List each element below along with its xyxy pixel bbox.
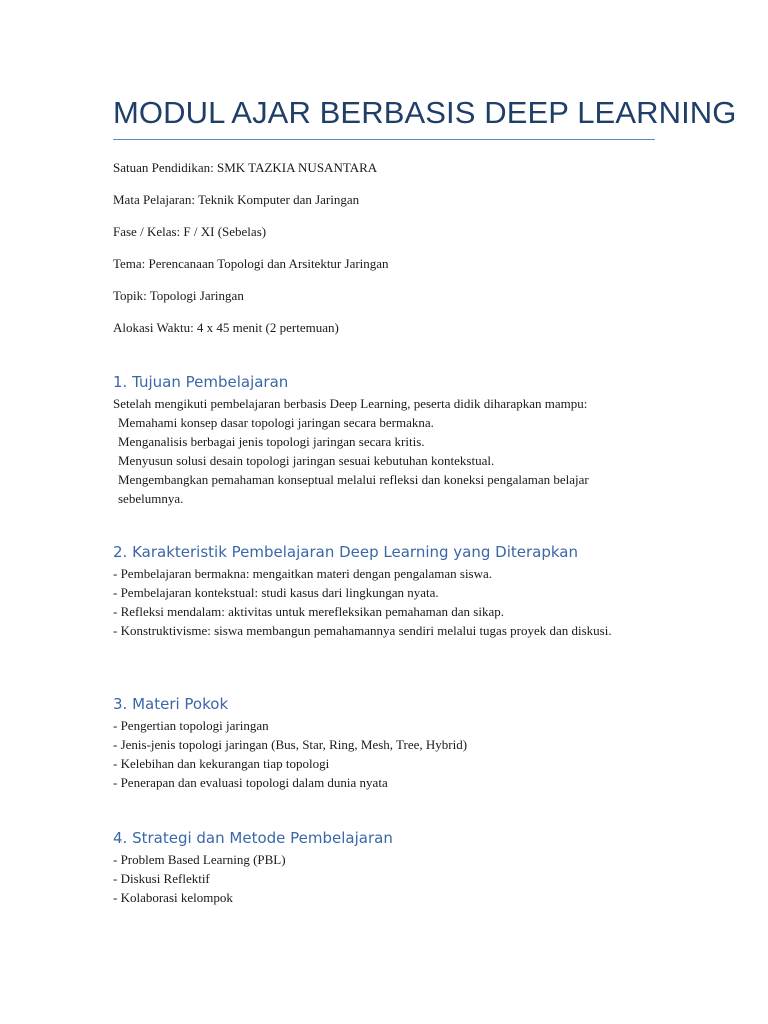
list-item: - Refleksi mendalam: aktivitas untuk merefleksikan pemahaman dan sikap. [113, 604, 504, 619]
meta-topik: Topik: Topologi Jaringan [113, 288, 244, 303]
section-heading: 3. Materi Pokok [113, 695, 229, 713]
meta-alokasi-waktu: Alokasi Waktu: 4 x 45 menit (2 pertemuan) [113, 320, 339, 335]
objective-item: Menganalisis berbagai jenis topologi jaringan secara kritis. [118, 434, 425, 449]
section-tujuan-pembelajaran [113, 372, 655, 508]
section-heading: 1. Tujuan Pembelajaran [113, 373, 289, 391]
list-item: - Penerapan dan evaluasi topologi dalam dunia nyata [113, 775, 388, 790]
section-karakteristik [113, 542, 655, 640]
list-item: - Kelebihan dan kekurangan tiap topologi [113, 756, 330, 771]
section-materi-pokok [113, 694, 655, 792]
list-item: - Pembelajaran kontekstual: studi kasus dari lingkungan nyata. [113, 585, 439, 600]
section-body [113, 850, 655, 907]
list-item: - Pembelajaran bermakna: mengaitkan materi dengan pengalaman siswa. [113, 566, 493, 581]
list-item: - Kolaborasi kelompok [113, 890, 233, 905]
document-title: MODUL AJAR BERBASIS DEEP LEARNING [113, 95, 737, 130]
list-item: - Diskusi Reflektif [113, 871, 210, 886]
meta-satuan-pendidikan: Satuan Pendidikan: SMK TAZKIA NUSANTARA [113, 160, 378, 175]
section-body [113, 716, 655, 792]
meta-fase-kelas: Fase / Kelas: F / XI (Sebelas) [113, 224, 267, 239]
list-item: - Konstruktivisme: siswa membangun pemahamannya sendiri melalui tugas proyek dan diskusi. [113, 623, 612, 638]
meta-tema: Tema: Perencanaan Topologi dan Arsitektur Jaringan [113, 256, 389, 271]
list-item: - Problem Based Learning (PBL) [113, 852, 286, 867]
meta-mata-pelajaran: Mata Pelajaran: Teknik Komputer dan Jaringan [113, 192, 360, 207]
list-item: - Jenis-jenis topologi jaringan (Bus, Star, Ring, Mesh, Tree, Hybrid) [113, 737, 468, 752]
section-heading: 4. Strategi dan Metode Pembelajaran [113, 829, 393, 847]
section-body [113, 564, 655, 640]
title-underline-rule [113, 139, 655, 140]
objective-item: Mengembangkan pemahaman konseptual melalui refleksi dan koneksi pengalaman belajar sebelumnya. [118, 472, 589, 506]
section-heading: 2. Karakteristik Pembelajaran Deep Learning yang Diterapkan [113, 543, 578, 561]
section-strategi-metode [113, 828, 655, 907]
list-item: - Pengertian topologi jaringan [113, 718, 269, 733]
objective-item: Menyusun solusi desain topologi jaringan sesuai kebutuhan kontekstual. [118, 453, 495, 468]
body-line: Setelah mengikuti pembelajaran berbasis Deep Learning, peserta didik diharapkan mampu: [113, 396, 588, 411]
section-body [113, 394, 655, 508]
objective-item: Memahami konsep dasar topologi jaringan secara bermakna. [118, 415, 434, 430]
